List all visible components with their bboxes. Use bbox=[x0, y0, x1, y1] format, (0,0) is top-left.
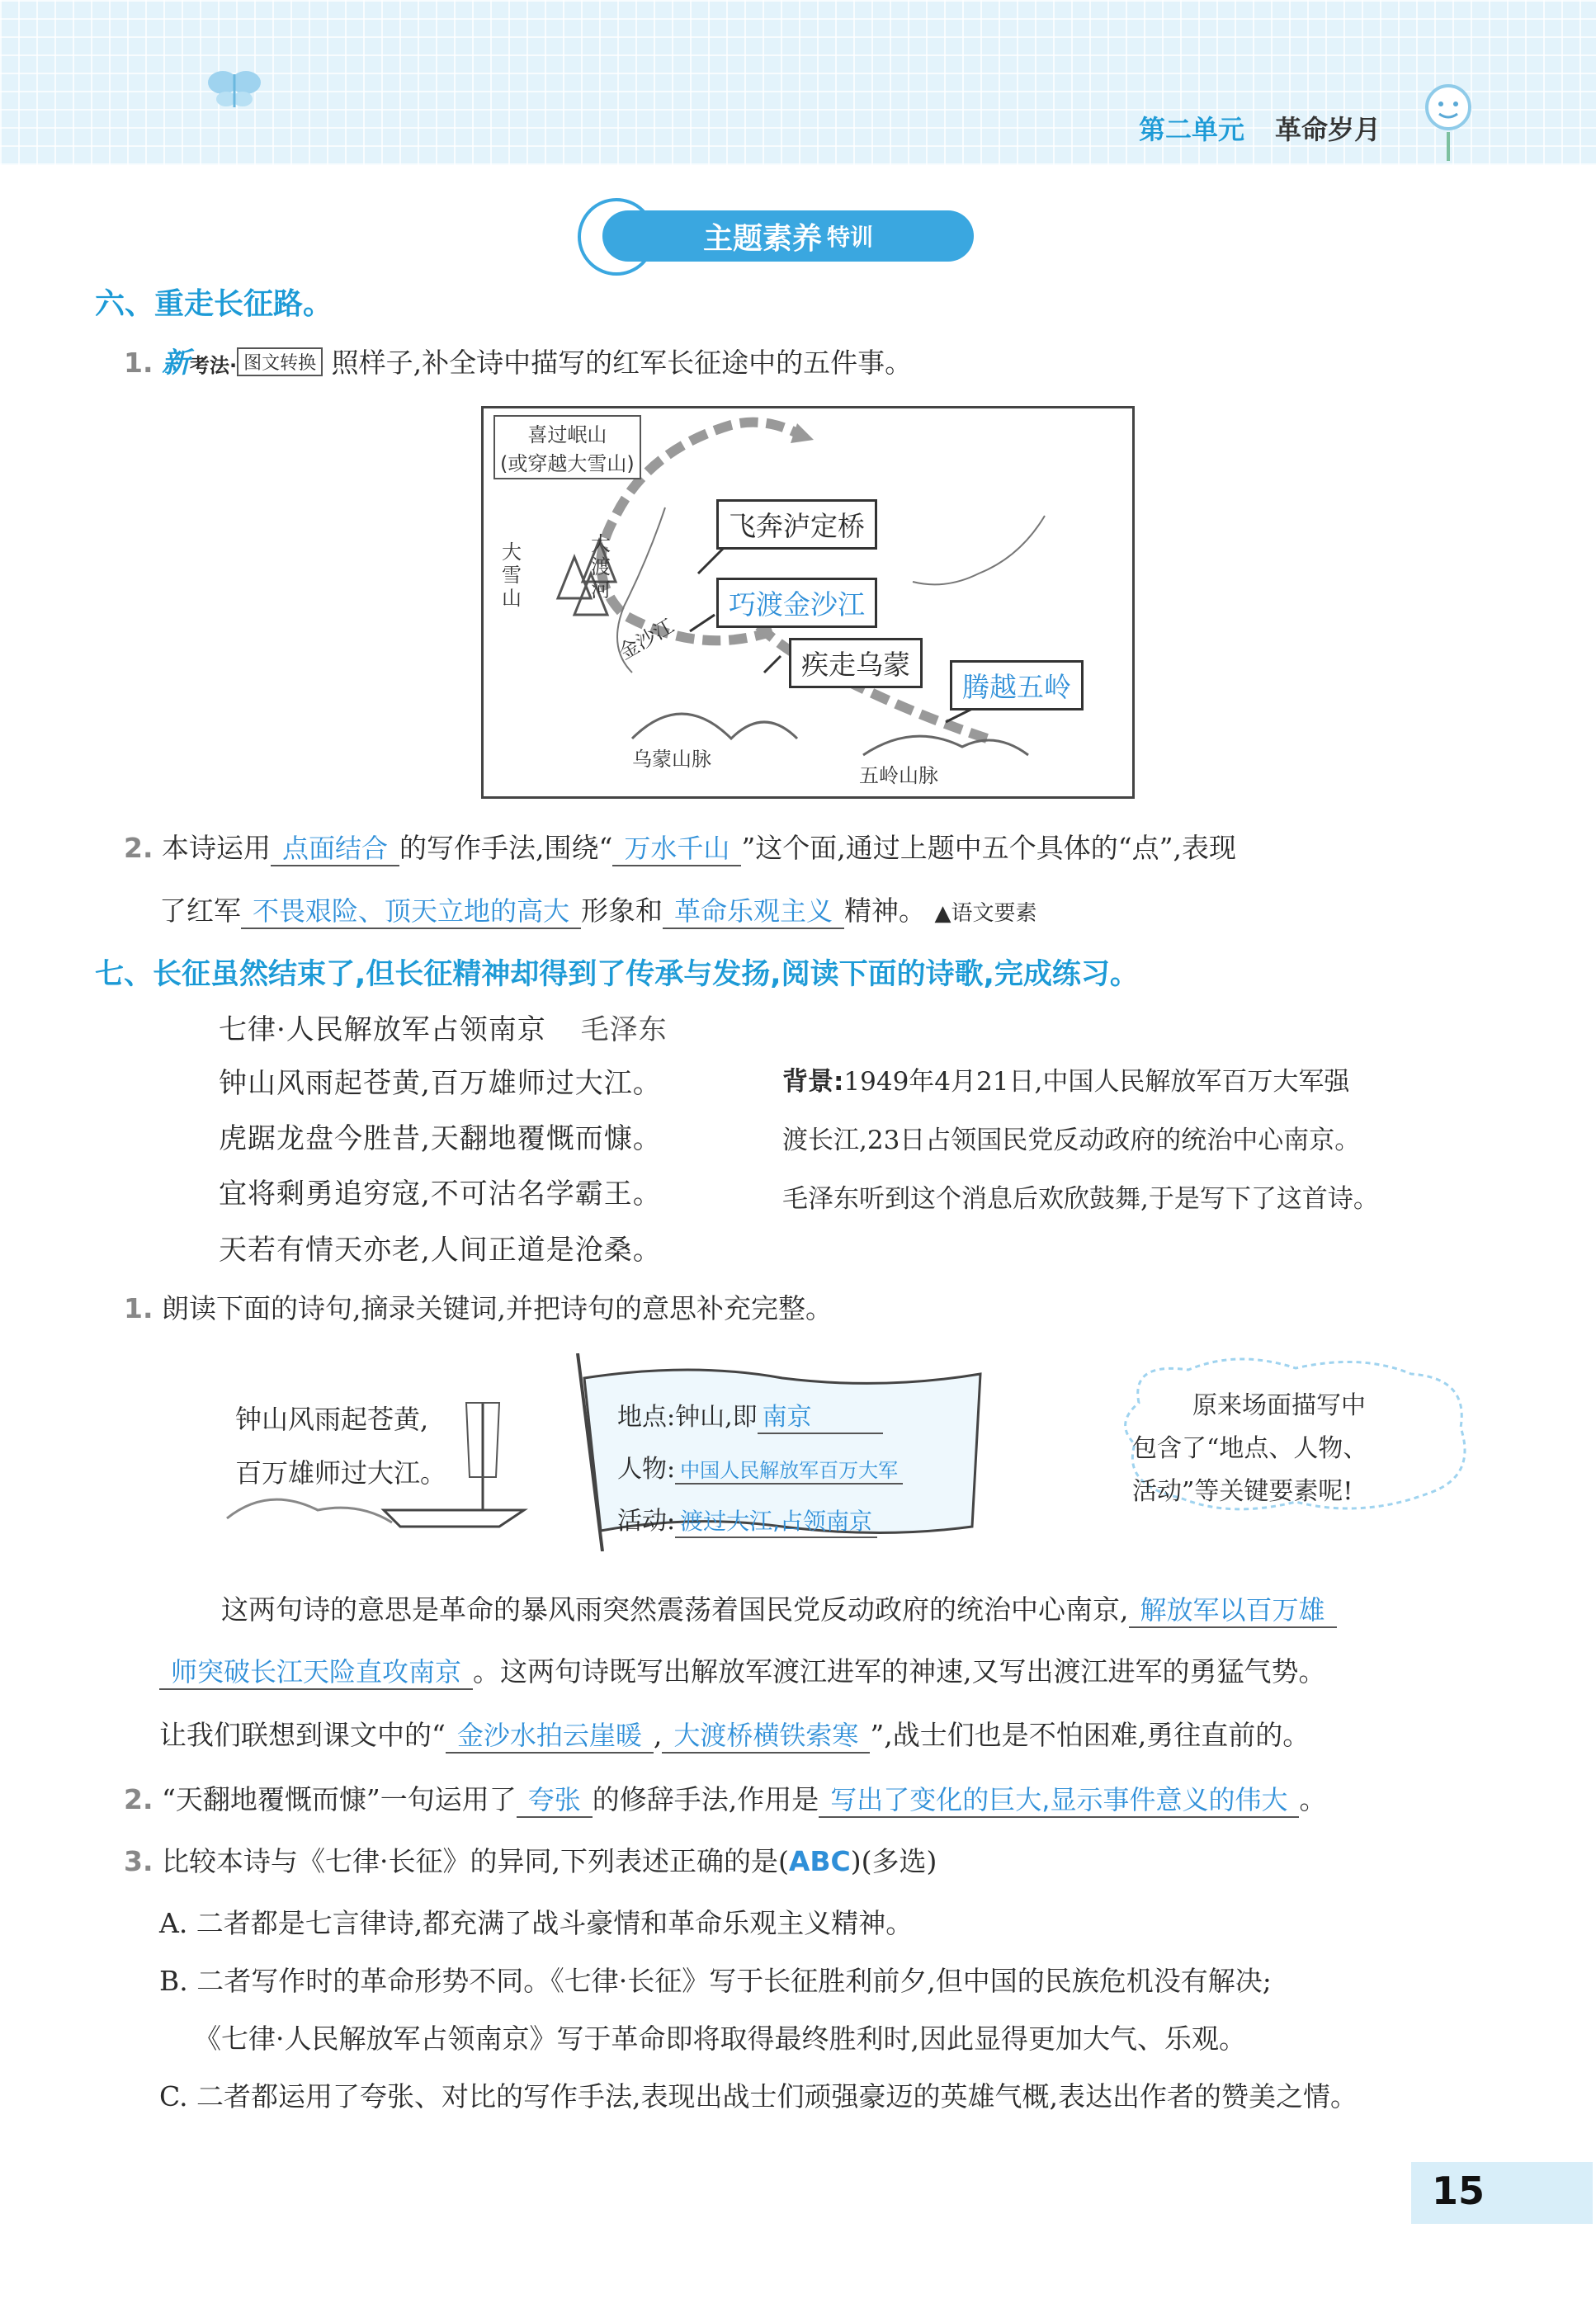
answer-blank[interactable]: 渡过大江,占领南京 bbox=[675, 1503, 877, 1538]
poem-title bbox=[219, 1007, 668, 1047]
poem-title-text: 七律·人民解放军占领南京 bbox=[219, 1013, 546, 1046]
answer-blank[interactable]: 革命乐观主义 bbox=[663, 895, 844, 929]
flag-place-label: 地点:钟山,即 bbox=[617, 1403, 758, 1432]
map-jinshajiang: 金沙江 bbox=[615, 614, 678, 664]
answer-blank[interactable]: 解放军以百万雄 bbox=[1129, 1593, 1337, 1628]
q7-2-text-2: 的修辞手法,作用是 bbox=[592, 1783, 819, 1815]
q2-text-3: ”这个面,通过上题中五个具体的“点”,表现 bbox=[741, 832, 1236, 864]
option-b-line-1[interactable]: B. 二者写作时的革命形势不同。《七律·长征》写于长征胜利前夕,但中国的民族危机没有解决; bbox=[159, 1965, 1272, 1997]
question-7-1 bbox=[124, 1287, 833, 1326]
q2-text-6: 精神。 bbox=[844, 895, 927, 927]
question-prompt: 朗读下面的诗句,摘录关键词,并把诗句的意思补充完整。 bbox=[162, 1292, 833, 1324]
answer-blank[interactable]: 南京 bbox=[758, 1396, 883, 1434]
choice-answer[interactable]: ABC bbox=[788, 1845, 851, 1877]
meaning-line-2 bbox=[159, 1650, 1326, 1690]
comma: , bbox=[653, 1719, 663, 1751]
meaning-line-1 bbox=[221, 1588, 1337, 1628]
option-c[interactable]: C. 二者都运用了夸张、对比的写作手法,表现出战士们顽强豪迈的英雄气概,表达出作者的赞美之情。 bbox=[159, 2080, 1358, 2112]
answer-blank[interactable]: 万水千山 bbox=[612, 832, 741, 866]
flag-place bbox=[617, 1396, 883, 1434]
flag-action bbox=[617, 1500, 877, 1538]
answer-blank[interactable]: 点面结合 bbox=[271, 832, 399, 866]
flag-action-label: 活动: bbox=[617, 1507, 676, 1536]
question-6-2-line2 bbox=[159, 890, 1037, 929]
bubble-line-1: 原来场面描写中 bbox=[1192, 1391, 1366, 1420]
q7-2-text-1: “天翻地覆慨而慷”一句运用了 bbox=[162, 1783, 517, 1815]
keyword-flag bbox=[568, 1353, 997, 1551]
poem-line-4: 天若有情天亦老,人间正道是沧桑。 bbox=[219, 1234, 662, 1267]
butterfly-icon bbox=[190, 58, 281, 116]
page-number-box bbox=[1411, 2162, 1593, 2224]
poem-line-3: 宜将剩勇追穷寇,不可沽名学霸王。 bbox=[219, 1178, 662, 1211]
background-line-3: 毛泽东听到这个消息后欢欣鼓舞,于是写下了这首诗。 bbox=[782, 1184, 1379, 1214]
question-number: 2. bbox=[124, 832, 153, 864]
sun-flower-icon bbox=[1403, 66, 1494, 165]
q2-text-5: 形象和 bbox=[581, 895, 663, 927]
answer-blank[interactable]: 金沙水拍云崖暖 bbox=[446, 1719, 654, 1754]
section-6-title: 六、重走长征路。 bbox=[95, 287, 333, 321]
map-label-wuling: 腾越五岭 bbox=[950, 660, 1084, 710]
poem-author: 毛泽东 bbox=[580, 1013, 668, 1046]
yuwen-tag: ▲语文要素 bbox=[934, 901, 1037, 926]
unit-title: 革命岁月 bbox=[1275, 114, 1381, 145]
map-label-minshan bbox=[493, 415, 641, 479]
background-label: 背景: bbox=[782, 1067, 844, 1097]
verse-2: 百万雄师过大江。 bbox=[235, 1457, 447, 1489]
map-wuling-range: 五岭山脉 bbox=[859, 764, 938, 787]
method-tag: 图文转换 bbox=[237, 347, 323, 376]
background-line-2: 渡长江,23日占领国民党反动政府的统治中心南京。 bbox=[782, 1126, 1361, 1155]
map-daxueshan: 大雪山 bbox=[502, 540, 522, 610]
map-label-wumeng: 疾走乌蒙 bbox=[789, 638, 923, 688]
meaning-text-4: ”,战士们也是不怕困难,勇往直前的。 bbox=[870, 1719, 1310, 1751]
flag-people-label: 人物: bbox=[617, 1455, 676, 1484]
meaning-text-3: 让我们联想到课文中的“ bbox=[159, 1719, 446, 1751]
poem-line-1: 钟山风雨起苍黄,百万雄师过大江。 bbox=[219, 1067, 662, 1100]
hint-bubble bbox=[1114, 1353, 1477, 1518]
q2-text-1: 本诗运用 bbox=[162, 832, 271, 864]
question-7-3 bbox=[124, 1840, 937, 1879]
section-7-title: 七、长征虽然结束了,但长征精神却得到了传承与发扬,阅读下面的诗歌,完成练习。 bbox=[95, 958, 1139, 991]
meaning-text-2: 。这两句诗既写出解放军渡江进军的神速,又写出渡江进军的勇猛气势。 bbox=[473, 1655, 1326, 1688]
answer-blank[interactable]: 不畏艰险、顶天立地的高大 bbox=[241, 895, 581, 929]
question-6-2-line1 bbox=[124, 827, 1236, 866]
q2-text-4: 了红军 bbox=[159, 895, 241, 927]
page-number: 15 bbox=[1432, 2169, 1485, 2213]
question-7-2 bbox=[124, 1778, 1326, 1818]
background-line-1 bbox=[782, 1060, 1484, 1097]
section-banner bbox=[602, 210, 974, 262]
bubble-line-2: 包含了“地点、人物、 bbox=[1132, 1434, 1368, 1463]
q7-2-text-3: 。 bbox=[1299, 1783, 1327, 1815]
question-number: 3. bbox=[124, 1845, 153, 1877]
meaning-text-1: 这两句诗的意思是革命的暴风雨突然震荡着国民党反动政府的统治中心南京, bbox=[221, 1593, 1129, 1626]
kaofa-label: 考法· bbox=[190, 354, 238, 377]
meaning-line-3 bbox=[159, 1714, 1310, 1754]
background-text-1: 1949年4月21日,中国人民解放军百万大军强 bbox=[843, 1067, 1350, 1097]
poem-line-2: 虎踞龙盘今胜昔,天翻地覆慨而慷。 bbox=[219, 1122, 662, 1155]
map-daduhe: 大渡河 bbox=[591, 532, 611, 602]
banner-sub: 特训 bbox=[827, 224, 874, 251]
long-march-map bbox=[481, 406, 1135, 799]
option-b-line-2: 《七律·人民解放军占领南京》写于革命即将取得最终胜利时,因此显得更加大气、乐观。 bbox=[194, 2023, 1246, 2055]
map-wumeng-range: 乌蒙山脉 bbox=[632, 748, 711, 771]
bubble-line-3: 活动”等关键要素呢! bbox=[1132, 1477, 1353, 1506]
option-a[interactable]: A. 二者都是七言律诗,都充满了战斗豪情和革命乐观主义精神。 bbox=[159, 1907, 914, 1939]
answer-blank[interactable]: 夸张 bbox=[517, 1783, 593, 1818]
unit-label: 第二单元 bbox=[1139, 114, 1245, 145]
banner-main: 主题素养 bbox=[702, 221, 822, 256]
answer-blank[interactable]: 师突破长江天险直攻南京 bbox=[159, 1655, 473, 1690]
question-number: 1. bbox=[124, 1292, 153, 1324]
q7-3-text-2: )(多选) bbox=[850, 1845, 937, 1877]
verse-1: 钟山风雨起苍黄, bbox=[235, 1404, 429, 1435]
question-6-1 bbox=[124, 340, 912, 380]
q2-text-2: 的写作手法,围绕“ bbox=[399, 832, 613, 864]
map-label-luding: 飞奔泸定桥 bbox=[716, 499, 877, 550]
question-prompt: 照样子,补全诗中描写的红军长征途中的五件事。 bbox=[331, 347, 913, 379]
q7-3-text-1: 比较本诗与《七律·长征》的异同,下列表述正确的是( bbox=[162, 1845, 789, 1877]
question-number: 1. bbox=[124, 347, 153, 379]
answer-blank[interactable]: 中国人民解放军百万大军 bbox=[675, 1454, 903, 1485]
answer-blank[interactable]: 大渡桥横铁索寒 bbox=[662, 1719, 870, 1754]
minshan-text: 喜过岷山 bbox=[527, 423, 607, 446]
question-number: 2. bbox=[124, 1783, 153, 1815]
map-label-jinsha: 巧渡金沙江 bbox=[716, 578, 877, 628]
answer-blank[interactable]: 写出了变化的巨大,显示事件意义的伟大 bbox=[819, 1783, 1299, 1818]
background-note bbox=[782, 1060, 1484, 1215]
flag-people bbox=[617, 1448, 903, 1485]
minshan-alt-text: (或穿越大雪山) bbox=[500, 452, 635, 475]
verse-illustration bbox=[219, 1386, 549, 1535]
new-tag: 新 bbox=[162, 347, 190, 380]
